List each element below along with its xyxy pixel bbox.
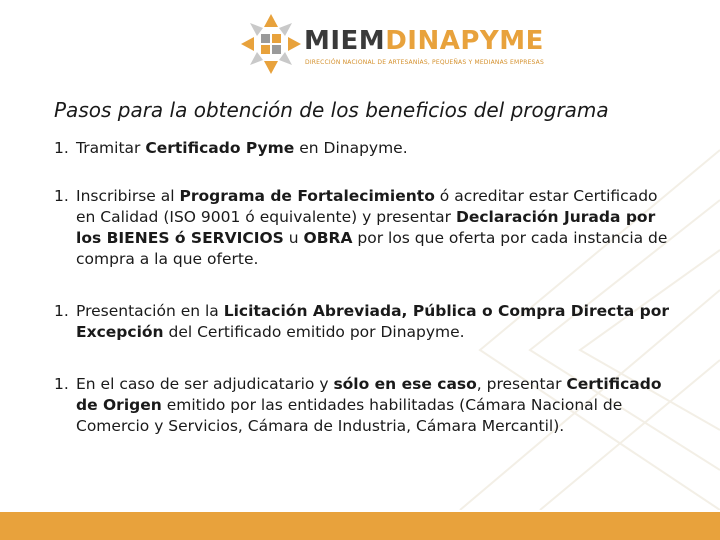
step-number: 1. xyxy=(54,187,69,205)
brand-name-part2: DINAPYME xyxy=(385,26,544,56)
step-number: 1. xyxy=(54,375,69,393)
step-text: Inscribirse al Programa de Fortalecimiento ó acreditar estar Certificado en Calidad (ISO 9001 ó equivalente) y presentar Declaración Jurada por los BIENES ó SERVICIOS u OBRA por los que oferta por cada instancia de compra a la que oferte. xyxy=(76,187,668,268)
slide-title: Pasos para la obtención de los beneficios del programa xyxy=(54,98,609,122)
brand-name-part1: MIEM xyxy=(304,26,386,56)
step-text: En el caso de ser adjudicatario y sólo en ese caso, presentar Certificado de Origen emitido por las entidades habilitadas (Cámara Nacional de Comercio y Servicios, Cámara de Industria, Cámara Mercantil). xyxy=(76,375,662,435)
steps-list xyxy=(54,138,674,437)
brand-logo-text xyxy=(304,26,544,56)
step-item xyxy=(54,374,674,437)
brand-tagline: DIRECCIÓN NACIONAL DE ARTESANÍAS, PEQUEÑAS Y MEDIANAS EMPRESAS xyxy=(305,59,544,66)
footer-bar xyxy=(0,512,720,540)
step-item xyxy=(54,186,674,270)
step-number: 1. xyxy=(54,139,69,157)
step-text: Tramitar Certificado Pyme en Dinapyme. xyxy=(76,139,408,157)
step-number: 1. xyxy=(54,302,69,320)
step-item xyxy=(54,301,674,343)
sun-logo-icon xyxy=(240,8,302,76)
step-text: Presentación en la Licitación Abreviada, Pública o Compra Directa por Excepción del Certificado emitido por Dinapyme. xyxy=(76,302,669,341)
step-item xyxy=(54,138,674,159)
header xyxy=(0,0,720,90)
